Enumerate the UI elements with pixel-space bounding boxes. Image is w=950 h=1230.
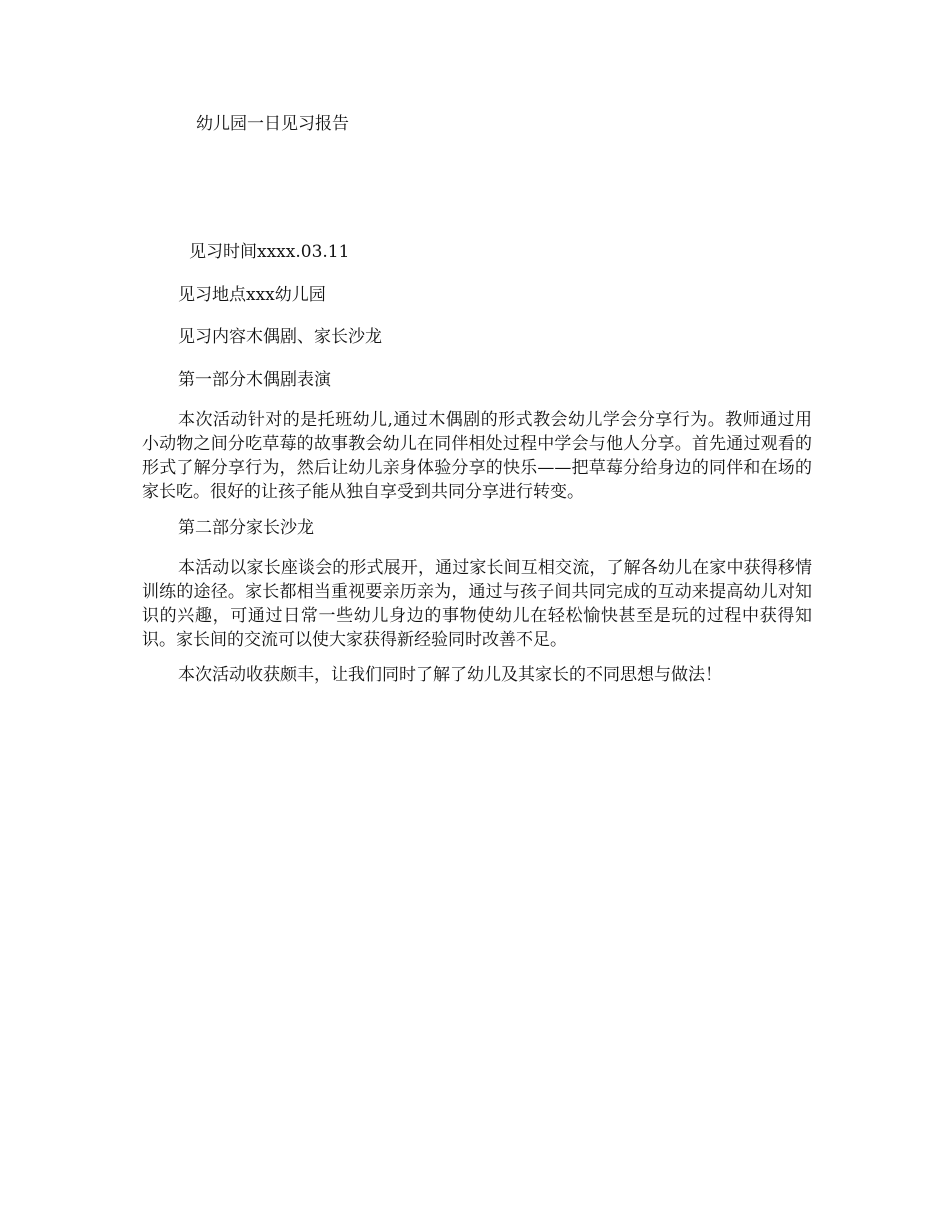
- section1-heading: 第一部分木偶剧表演: [178, 370, 331, 390]
- section2-heading: 第二部分家长沙龙: [178, 518, 314, 538]
- conclusion-paragraph: 本次活动收获颇丰，让我们同时了解了幼儿及其家长的不同思想与做法！: [178, 665, 722, 685]
- section2-paragraph: 本活动以家长座谈会的形式展开，通过家长间互相交流，了解各幼儿在家中获得移情训练的途径。家长都相当重视要亲历亲为，通过与孩子间共同完成的互动来提高幼儿对知识的兴趣，可通过日常一些幼儿身边的事物使幼儿在轻松愉快甚至是玩的过程中获得知识。家长间的交流可以使大家获得新经验同时改善不足。: [142, 558, 812, 650]
- content-line: 见习内容木偶剧、家长沙龙: [178, 327, 382, 347]
- time-line: 见习时间xxxx.03.11: [189, 242, 350, 262]
- place-line: 见习地点xxx幼儿园: [178, 285, 326, 305]
- document-title: 幼儿园一日见习报告: [196, 114, 349, 134]
- section1-paragraph: 本次活动针对的是托班幼儿,通过木偶剧的形式教会幼儿学会分享行为。教师通过用小动物之间分吃草莓的故事教会幼儿在同伴相处过程中学会与他人分享。首先通过观看的形式了解分享行为，然后让幼儿亲身体验分享的快乐——把草莓分给身边的同伴和在场的家长吃。很好的让孩子能从独自享受到共同分享进行转变。: [142, 410, 812, 502]
